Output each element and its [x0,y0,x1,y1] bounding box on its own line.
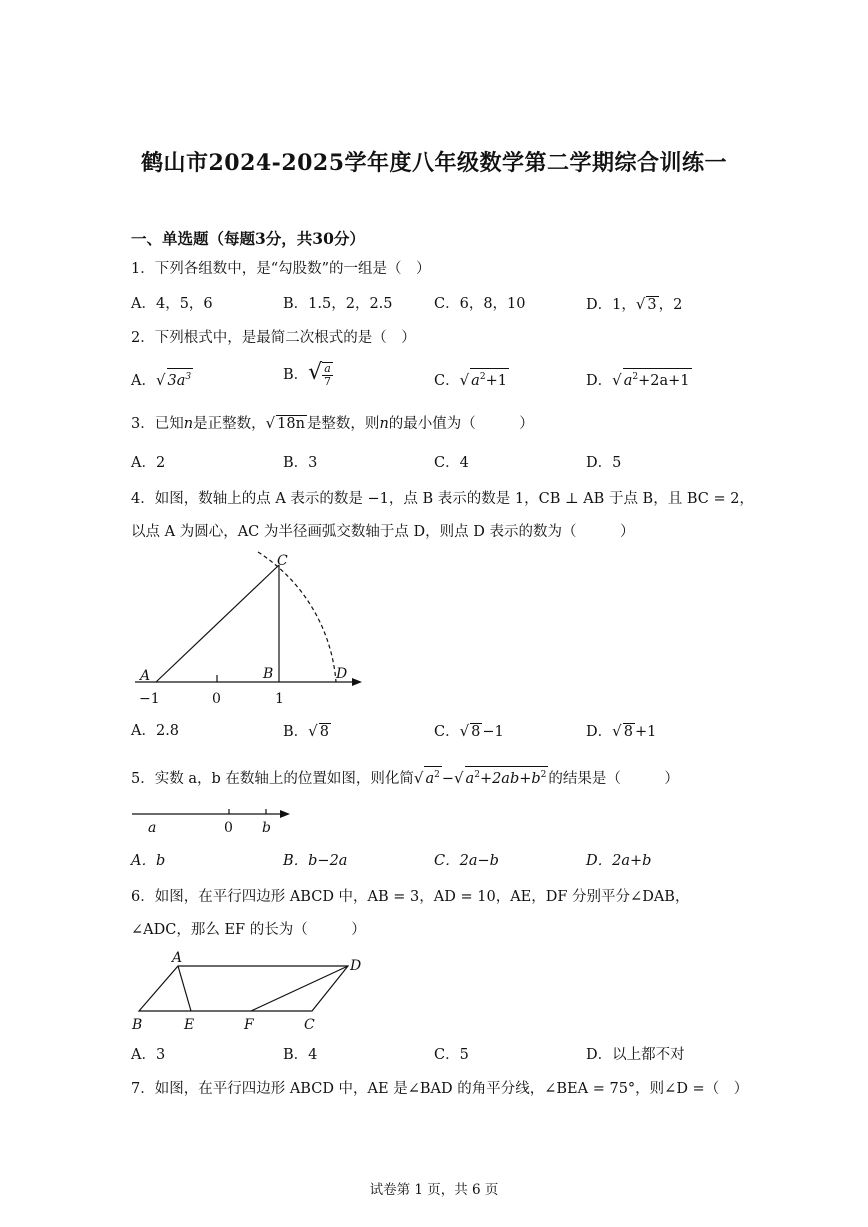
q5-option-c: C．2a−b [434,853,499,869]
q5-label-a: a [148,820,157,836]
q6-label-f: F [244,1017,254,1033]
q4-tick-minus-1: −1 [139,691,160,707]
q6-parallelogram [139,966,348,1011]
q6-label-e: E [184,1017,195,1033]
question-5-stem: 5．实数 a，b 在数轴上的位置如图，则化简√ $a^2$ −√ $a^2+2ab+b^2$ 的结果是（ ） [131,766,679,789]
q6-label-b: B [132,1017,143,1033]
q6-option-b: B．4 [283,1047,318,1063]
q6-option-c: C．5 [434,1047,469,1063]
q3-option-b: B．3 [283,455,318,471]
q5-number-line-figure [130,800,300,840]
q5-label-b: b [262,820,271,836]
page-footer: 试卷第 1 页，共 6 页 [369,1182,499,1198]
question-4-line-1: 4．如图，数轴上的点 A 表示的数是 −1，点 B 表示的数是 1，CB ⊥ AB 于点 B，且 BC = 2， [131,491,754,507]
question-3-stem: 3．已知n是正整数，√ 18n 是整数，则n的最小值为（ ） [131,414,534,432]
q4-segment-ac [156,565,279,682]
q3-option-a: A．2 [131,455,166,471]
q4-option-a: A．2.8 [131,723,180,739]
q5-option-a: A．b [131,853,166,869]
q4-label-d: D [336,666,348,682]
q4-label-a: A [140,668,151,684]
q4-axis-arrow [352,678,362,686]
q5-axis-arrow [280,810,290,818]
section-heading: 一、单选题（每题3分，共30分） [131,229,365,248]
question-4-line-2: 以点 A 为圆心，AC 为半径画弧交数轴于点 D，则点 D 表示的数为（ ） [131,524,635,540]
q2-option-c: C．√ $a^2+1$ [434,368,509,391]
q1-option-b: B．1.5，2，2.5 [283,296,393,312]
q4-label-c: C [277,553,288,569]
q2-option-b: B．√ $\frac{a}{7}$ [283,360,331,388]
q2-option-d: D．√ $a^2+2a+1$ [586,368,692,391]
question-6-line-1: 6．如图，在平行四边形 ABCD 中，AB = 3，AD = 10，AE，DF 分别平分∠DAB， [131,889,690,905]
q6-segment-ae [178,966,191,1011]
q6-label-a: A [172,950,183,966]
q4-option-d: D．√ 8 +1 [586,722,657,740]
q2-option-a: A．√ $3a^3$ [131,368,193,391]
q6-label-d: D [350,958,362,974]
q5-label-0: 0 [224,820,233,836]
q3-option-d: D．5 [586,455,622,471]
q4-arc [258,552,336,682]
q6-segment-df [251,966,348,1011]
q6-parallelogram-figure [130,948,370,1038]
question-7-stem: 7．如图，在平行四边形 ABCD 中，AE 是∠BAD 的角平分线，∠BEA = 75°，则∠D =（ ） [131,1081,749,1097]
q5-option-d: D．2a+b [586,853,652,869]
q1-option-c: C．6，8，10 [434,296,526,312]
question-6-line-2: ∠ADC，那么 EF 的长为（ ） [131,922,366,938]
question-1-stem: 1．下列各组数中，是“勾股数”的一组是（ ） [131,261,431,277]
q1-option-d: D．1，√ 3 ，2 [586,295,683,313]
q4-number-line-figure [130,548,370,708]
q4-option-b: B．√ 8 [283,722,329,740]
q5-option-b: B．b−2a [283,853,348,869]
q4-label-b: B [263,666,274,682]
page-title: 鹤山市2024-2025学年度八年级数学第二学期综合训练一 [140,150,728,176]
q4-tick-0: 0 [212,691,221,707]
q6-label-c: C [304,1017,315,1033]
q3-option-c: C．4 [434,455,469,471]
question-2-stem: 2．下列根式中，是最简二次根式的是（ ） [131,330,416,346]
q6-option-d: D．以上都不对 [586,1047,685,1063]
q1-option-a: A．4，5，6 [131,296,213,312]
q6-option-a: A．3 [131,1047,166,1063]
q4-tick-1: 1 [275,691,284,707]
q4-option-c: C．√ 8 −1 [434,722,504,740]
